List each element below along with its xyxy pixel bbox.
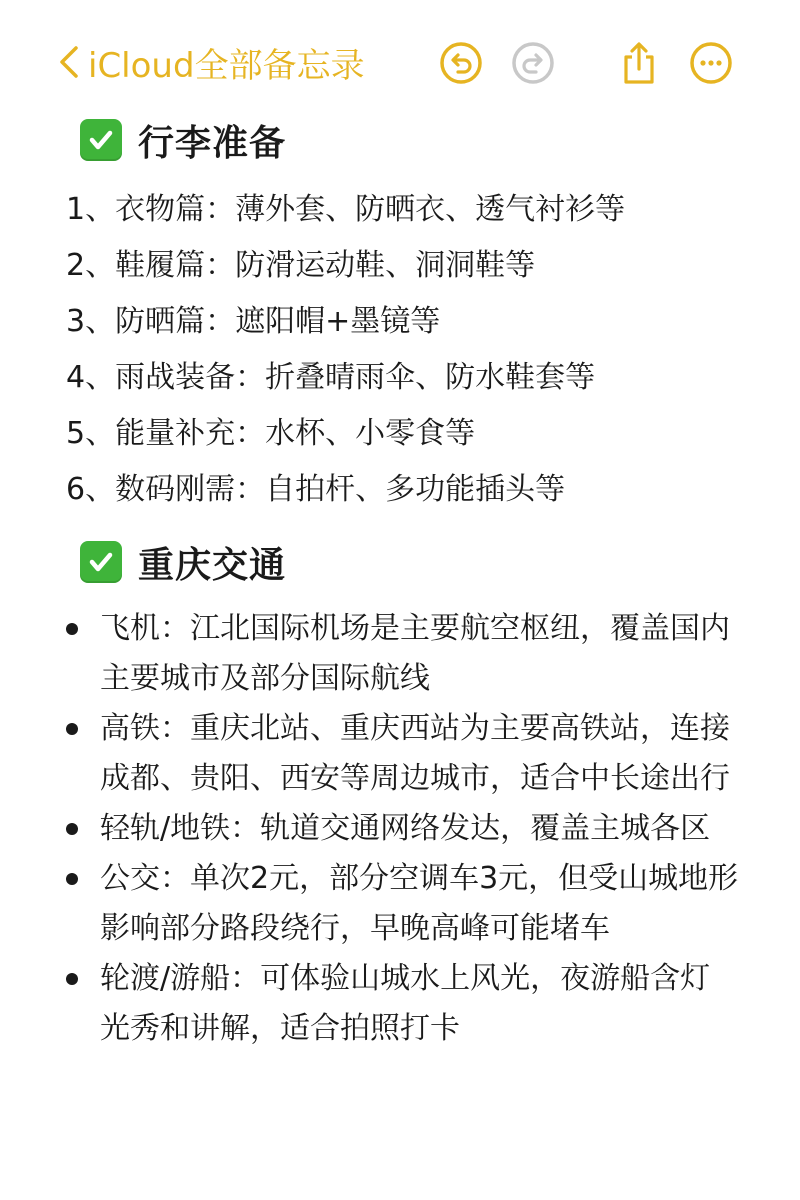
section-title-transport — [80, 530, 800, 594]
back-button[interactable] — [58, 38, 365, 86]
more-icon — [689, 41, 733, 85]
more-button[interactable] — [686, 38, 736, 88]
list-item — [0, 954, 800, 1054]
list-item: 5、能量补充：水杯、小零食等 — [66, 416, 476, 451]
checkmark-emoji-icon — [80, 541, 122, 583]
back-label: iCloud全部备忘录 — [88, 45, 365, 86]
toolbar — [0, 0, 800, 120]
chevron-left-icon — [58, 45, 80, 79]
section-title-luggage — [80, 108, 800, 172]
list-item-text: 高铁：重庆北站、重庆西站为主要高铁站，连接成都、贵阳、西安等周边城市，适合中长途出行 — [100, 711, 730, 796]
redo-button[interactable] — [508, 38, 558, 88]
list-item-text: 轮渡/游船：可体验山城水上风光，夜游船含灯光秀和讲解，适合拍照打卡 — [100, 961, 711, 1046]
bullet-dot — [66, 723, 78, 735]
section-title-text: 重庆交通 — [138, 544, 287, 586]
luggage-list — [0, 182, 800, 518]
checkmark-emoji-icon — [80, 119, 122, 161]
list-item — [0, 854, 800, 954]
list-item — [0, 704, 800, 804]
bullet-dot — [66, 823, 78, 835]
list-item: 4、雨战装备：折叠晴雨伞、防水鞋套等 — [66, 360, 596, 395]
list-item: 2、鞋履篇：防滑运动鞋、洞洞鞋等 — [66, 248, 536, 283]
list-item: 3、防晒篇：遮阳帽+墨镜等 — [66, 304, 441, 339]
list-item-text: 公交：单次2元，部分空调车3元，但受山城地形影响部分路段绕行，早晚高峰可能堵车 — [100, 861, 739, 946]
note-body[interactable] — [0, 108, 800, 1054]
section-title-text: 行李准备 — [138, 122, 287, 164]
bullet-dot — [66, 873, 78, 885]
undo-icon — [439, 41, 483, 85]
list-item — [0, 804, 800, 854]
share-button[interactable] — [614, 38, 664, 88]
list-item — [0, 604, 800, 704]
list-item-text: 飞机：江北国际机场是主要航空枢纽，覆盖国内主要城市及部分国际航线 — [100, 611, 730, 696]
redo-icon — [511, 41, 555, 85]
list-item-text: 轻轨/地铁：轨道交通网络发达，覆盖主城各区 — [100, 811, 711, 846]
bullet-dot — [66, 623, 78, 635]
undo-button[interactable] — [436, 38, 486, 88]
list-item: 6、数码刚需：自拍杆、多功能插头等 — [66, 472, 566, 507]
list-item: 1、衣物篇：薄外套、防晒衣、透气衬衫等 — [66, 192, 626, 227]
transport-list — [0, 604, 800, 1054]
share-icon — [619, 40, 659, 86]
bullet-dot — [66, 973, 78, 985]
